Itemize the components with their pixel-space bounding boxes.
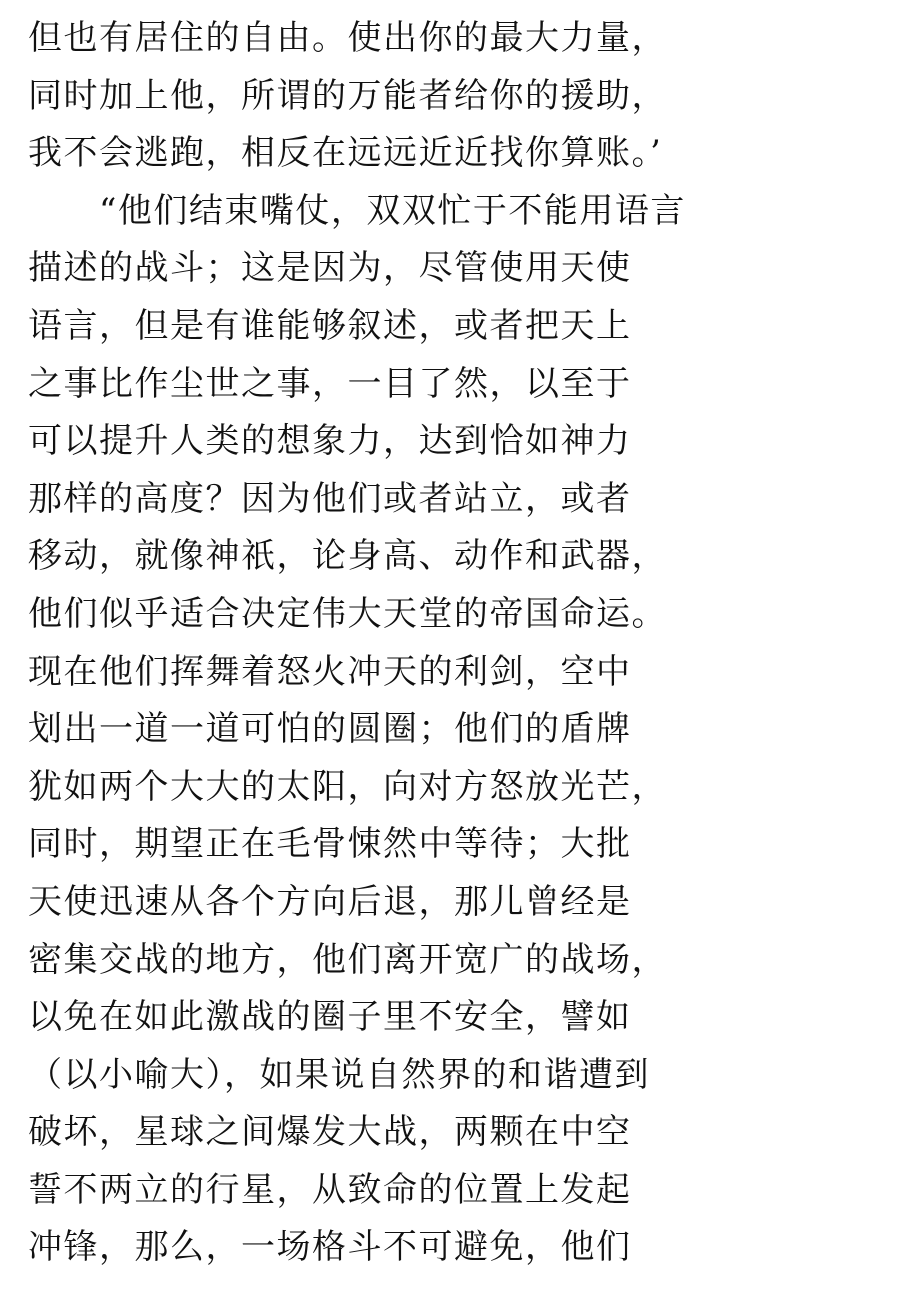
text-line: 语言，但是有谁能够叙述，或者把天上: [28, 305, 632, 346]
text-line: 描述的战斗；这是因为，尽管使用天使: [28, 248, 632, 289]
text-line: 划出一道一道可怕的圆圈；他们的盾牌: [28, 709, 632, 750]
text-line: 破坏，星球之间爆发大战，两颗在中空: [28, 1112, 632, 1153]
text-line: （以小喻大），如果说自然界的和谐遭到: [28, 1054, 650, 1095]
text-line: 我不会逃跑，相反在远远近近找你算账。’: [28, 133, 663, 174]
text-line: 之事比作尘世之事，一目了然，以至于: [28, 363, 632, 404]
text-line: 密集交战的地方，他们离开宽广的战场，: [28, 939, 667, 980]
text-line: 同时加上他，所谓的万能者给你的援助，: [28, 75, 667, 116]
body-text: [28, 10, 888, 1277]
text-line: 可以提升人类的想象力，达到恰如神力: [28, 421, 632, 462]
text-line: 他们似乎适合决定伟大天堂的帝国命运。: [28, 593, 667, 634]
text-line: 犹如两个大大的太阳，向对方怒放光芒，: [28, 766, 667, 807]
text-line: 冲锋，那么，一场格斗不可避免，他们: [28, 1227, 632, 1268]
text-line: 以免在如此激战的圈子里不安全，譬如: [28, 997, 632, 1038]
text-line: 但也有居住的自由。使出你的最大力量，: [28, 18, 667, 58]
text-line: 那样的高度？因为他们或者站立，或者: [28, 478, 632, 519]
text-line: 同时，期望正在毛骨悚然中等待；大批: [28, 824, 632, 865]
text-line: 天使迅速从各个方向后退，那儿曾经是: [28, 881, 632, 922]
text-line: 誓不两立的行星，从致命的位置上发起: [28, 1169, 632, 1210]
text-line: 现在他们挥舞着怒火冲天的利剑，空中: [28, 651, 632, 692]
text-line: 移动，就像神祇，论身高、动作和武器，: [28, 536, 667, 577]
text-line: “他们结束嘴仗，双双忙于不能用语言: [28, 190, 686, 231]
